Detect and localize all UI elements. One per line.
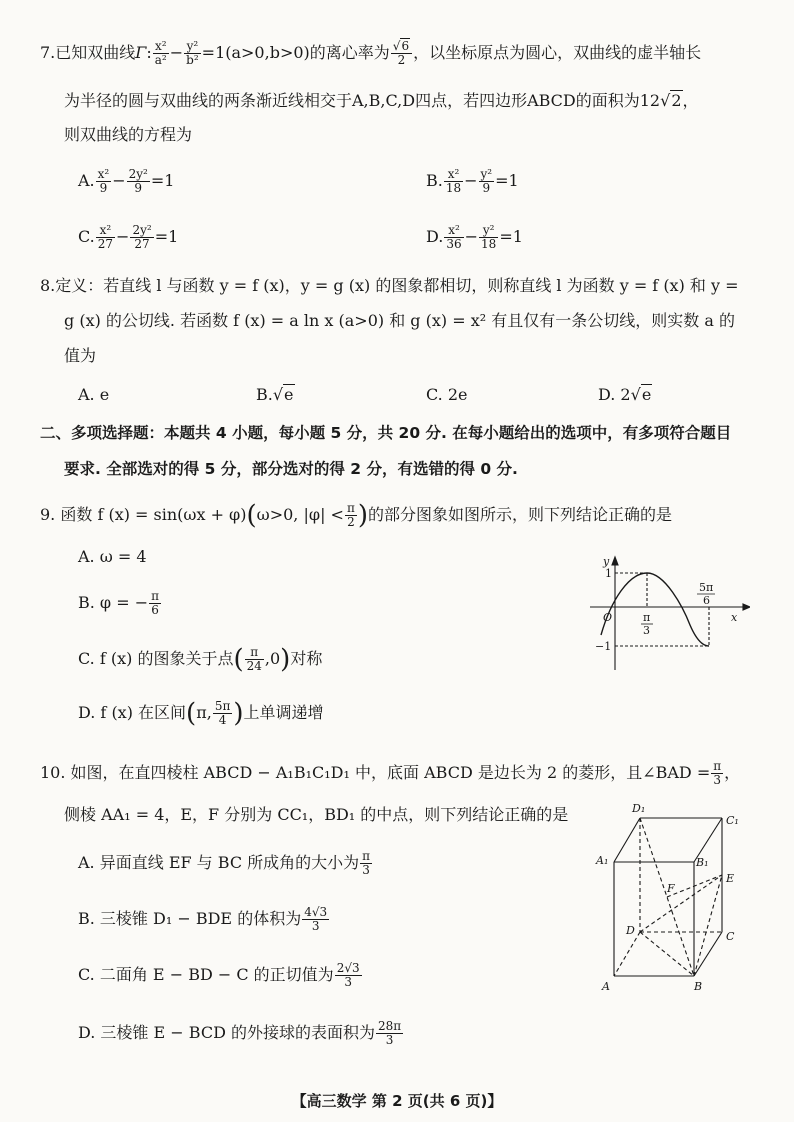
section2-line2: 要求. 全部选对的得 5 分，部分选对的得 2 分，有选错的得 0 分. — [64, 460, 518, 478]
q10-line1: 10. 如图，在直四棱柱 ABCD − A₁B₁C₁D₁ 中，底面 ABCD 是边长为 2 的菱形，且∠BAD = $\frac{\pi}{3}$ ， — [40, 759, 741, 787]
graph-label-x: x — [731, 611, 738, 624]
q8-line3: 值为 — [64, 346, 97, 365]
q7-line2-end: ， — [682, 91, 699, 110]
q7-line2-text: 为半径的圆与双曲线的两条渐近线相交于A,B,C,D四点，若四边形ABCD的面积为12 — [64, 91, 661, 110]
page-footer: 【高三数学 第 2 页(共 6 页)】 — [291, 1092, 503, 1110]
q7-sqrt2: 2 — [671, 91, 682, 110]
q7-curve: Γ — [135, 43, 147, 62]
q9-line1: 9. 函数 f (x) = sin(ωx + φ)(ω>0, |φ| < $\frac{\pi}{2}$ )的部分图象如图所示，则下列结论正确的是 — [40, 500, 673, 531]
q7-text-a: 已知双曲线 — [55, 43, 136, 62]
graph-label-pi: π — [643, 611, 651, 624]
graph-label-y: y — [603, 555, 610, 568]
prism-label-b1: B₁ — [696, 856, 709, 869]
q7-ecc: $\frac{√6}{2}$ — [391, 40, 412, 67]
sine-curve — [601, 573, 709, 646]
q9-option-d: D. f (x) 在区间(π, $\frac{5\pi}{4}$ )上单调递增 — [78, 698, 324, 729]
q7-option-c: C. $\frac{\text{x²}}{27}$ − $\frac{\text{2y²}}{27}$ =1 — [78, 223, 179, 251]
graph-label-six: 6 — [703, 594, 710, 607]
q10-prism-figure — [590, 800, 750, 995]
q8-option-d: D. 2√e — [598, 385, 652, 404]
q7-option-a: A. $\frac{\text{x²}}{9}$ − $\frac{\text{2y²}}{9}$ =1 — [78, 167, 175, 195]
q7-text-c: ，以坐标原点为圆心，双曲线的虚半轴长 — [413, 43, 702, 62]
q7-line2: 为半径的圆与双曲线的两条渐近线相交于A,B,C,D四点，若四边形ABCD的面积为12√2， — [64, 91, 699, 110]
q9-sine-graph — [585, 555, 750, 675]
prism-label-c: C — [726, 930, 735, 943]
prism-label-a1: A₁ — [596, 854, 609, 867]
q7-frac-y: $\frac{\text{y²}}{\text{b²}}$ — [186, 39, 199, 67]
graph-label-origin: O — [603, 611, 613, 624]
q7-option-d: D. $\frac{\text{x²}}{36}$ − $\frac{\text{y²}}{18}$ =1 — [426, 223, 523, 251]
graph-label-1: 1 — [605, 567, 612, 580]
q10-option-d: D. 三棱锥 E − BCD 的外接球的表面积为 $\frac{28\pi}{3}$ — [78, 1019, 402, 1047]
q7-line1: 7.已知双曲线Γ: $\frac{\text{x²}}{\text{a²}}$ − $\frac{\text{y²}}{\text{b²}}$ =1(a>0,b>0)的离心率为 $\frac{√6}{2}$ ，以坐标原点为圆心，双曲线的虚半轴长 — [40, 39, 702, 67]
q7-number: 7. — [40, 43, 56, 62]
prism-label-c1: C₁ — [726, 814, 739, 827]
prism-label-a: A — [602, 980, 610, 993]
graph-label-5pi: 5π — [699, 581, 714, 594]
q8-option-c: C. 2e — [426, 385, 468, 404]
q7-option-b: B. $\frac{\text{x²}}{18}$ − $\frac{\text{y²}}{9}$ =1 — [426, 167, 519, 195]
prism-label-e: E — [726, 872, 735, 885]
q7-frac-x: $\frac{\text{x²}}{\text{a²}}$ — [154, 39, 167, 67]
q8-line1: 8.定义：若直线 l 与函数 y = f (x)，y = g (x) 的图象都相切，则称直线 l 为函数 y = f (x) 和 y = — [40, 276, 739, 295]
q9-option-b: B. φ = − $\frac{\pi}{6}$ — [78, 589, 160, 617]
q10-line2: 侧棱 AA₁ = 4，E，F 分别为 CC₁，BD₁ 的中点，则下列结论正确的是 — [64, 805, 569, 824]
q10-option-a: A. 异面直线 EF 与 BC 所成角的大小为 $\frac{\pi}{3}$ — [78, 849, 371, 877]
q8-option-b: B.√e — [256, 385, 294, 404]
prism-label-d1: D₁ — [632, 802, 646, 815]
prism-label-b: B — [694, 980, 703, 993]
graph-label-neg1: −1 — [595, 640, 612, 653]
prism-label-f: F — [667, 882, 675, 895]
q7-line3: 则双曲线的方程为 — [64, 125, 193, 144]
q10-option-b: B. 三棱锥 D₁ − BDE 的体积为 $\frac{4√3}{3}$ — [78, 905, 328, 933]
q8-option-a: A. e — [78, 385, 110, 404]
q9-option-c: C. f (x) 的图象关于点( $\frac{\pi}{24}$ ,0)对称 — [78, 644, 323, 675]
graph-label-three: 3 — [643, 624, 650, 637]
q10-option-c: C. 二面角 E − BD − C 的正切值为 $\frac{2√3}{3}$ — [78, 961, 360, 989]
q7-text-b: =1(a>0,b>0)的离心率为 — [201, 43, 390, 62]
section2-line1: 二、多项选择题：本题共 4 小题，每小题 5 分，共 20 分. 在每小题给出的选项中，有多项符合题目 — [40, 424, 732, 442]
q8-line2: g (x) 的公切线. 若函数 f (x) = a ln x (a>0) 和 g (x) = x² 有且仅有一条公切线，则实数 a 的 — [64, 311, 735, 330]
prism-label-d: D — [626, 924, 635, 937]
q9-option-a: A. ω = 4 — [78, 547, 147, 566]
